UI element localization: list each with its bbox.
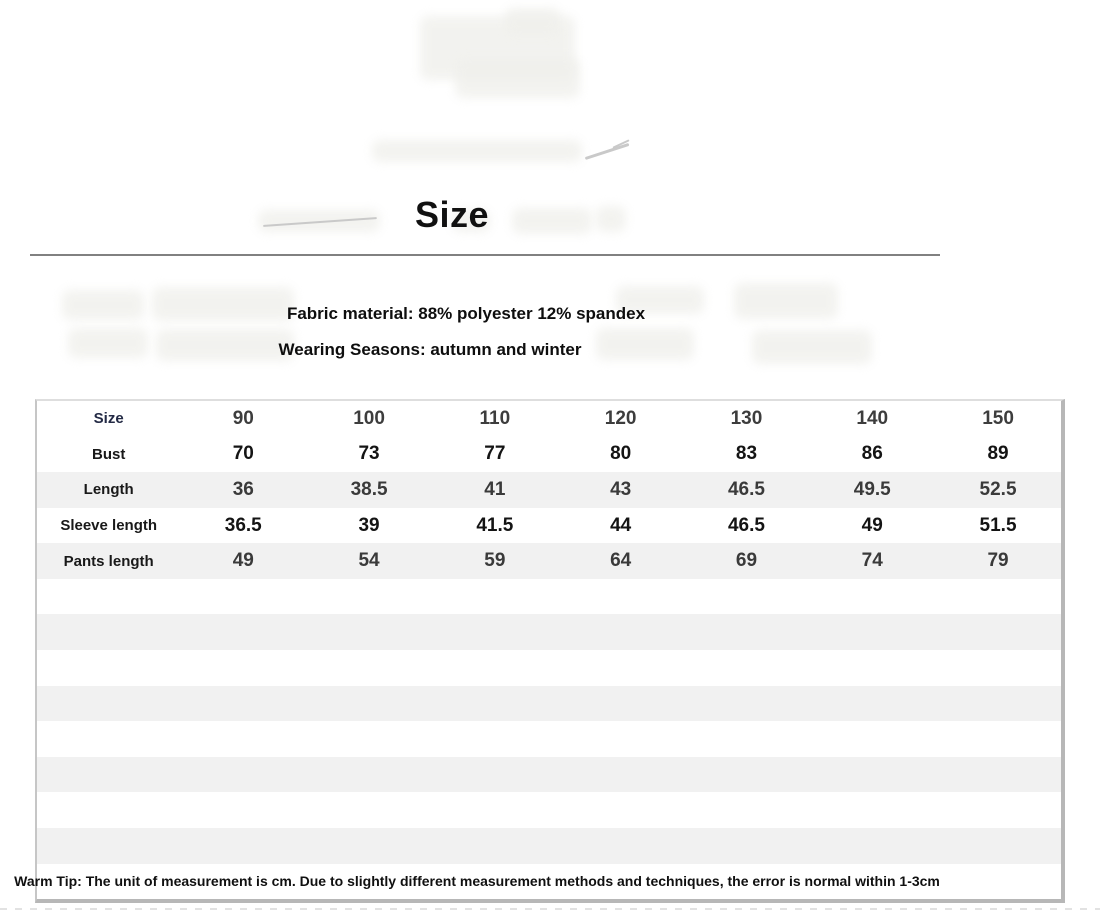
row-label: Size [93, 410, 124, 428]
ghost-watermark [455, 58, 580, 98]
row-label: Sleeve length [60, 517, 158, 535]
cell-value: 69 [735, 550, 758, 572]
cell-value: 64 [610, 550, 632, 572]
cell-value: 150 [982, 407, 1014, 429]
cell-value: 86 [861, 443, 883, 465]
cell-value: 74 [861, 550, 883, 572]
cell-value: 80 [610, 443, 632, 465]
size-table [14, 399, 1065, 903]
size-table-empty-row [37, 792, 1061, 828]
cell-value: 49.5 [853, 478, 891, 500]
cell-value: 59 [484, 550, 506, 572]
cell-value: 49 [232, 550, 254, 572]
cell-value: 46.5 [727, 514, 765, 536]
cell-value: 36.5 [224, 514, 262, 536]
size-table-empty-row [37, 828, 1061, 864]
cell-value: 54 [358, 550, 380, 572]
row-label: Pants length [63, 552, 154, 570]
warm-tip-text: Warm Tip: The unit of measurement is cm. Due to slightly different measurement methods and techniques, the error is normal within 1-3cm [14, 873, 940, 890]
cell-value: 90 [232, 407, 254, 429]
ghost-pen-stroke [585, 143, 630, 160]
cell-value: 120 [604, 407, 637, 429]
size-table-header-row [37, 401, 1061, 437]
cell-value: 36 [232, 478, 254, 500]
cell-value: 52.5 [979, 478, 1017, 500]
size-table-row [37, 437, 1061, 473]
bottom-dashed-rule [0, 908, 1100, 910]
cell-value: 51.5 [979, 514, 1017, 536]
cell-value: 140 [856, 407, 889, 429]
warm-tip-row [14, 864, 1061, 900]
title-divider-rule [30, 254, 940, 256]
cell-value: 70 [232, 443, 254, 465]
cell-value: 44 [610, 514, 632, 536]
wearing-seasons-text: Wearing Seasons: autumn and winter [278, 340, 582, 359]
cell-value: 89 [987, 443, 1009, 465]
cell-value: 100 [353, 407, 385, 429]
row-label: Bust [92, 445, 126, 463]
cell-value: 79 [987, 550, 1009, 572]
cell-value: 49 [861, 514, 883, 536]
cell-value: 77 [484, 443, 506, 465]
size-table-empty-row [37, 579, 1061, 615]
row-label: Length [83, 481, 134, 499]
size-table-empty-row [37, 686, 1061, 722]
cell-value: 46.5 [727, 478, 765, 500]
cell-value: 39 [358, 514, 380, 536]
size-table-empty-row [37, 614, 1061, 650]
cell-value: 110 [479, 407, 511, 429]
cell-value: 73 [358, 443, 380, 465]
page-title: Size [414, 194, 490, 235]
cell-value: 130 [730, 407, 763, 429]
cell-value: 38.5 [350, 478, 388, 500]
ghost-watermark [505, 8, 560, 36]
cell-value: 83 [735, 443, 758, 465]
fabric-material-text: Fabric material: 88% polyester 12% spandex [286, 304, 646, 323]
size-table-empty-row [37, 721, 1061, 757]
size-table-row [37, 543, 1061, 579]
cell-value: 41.5 [476, 514, 514, 536]
ghost-watermark [372, 140, 582, 162]
size-table-row [37, 508, 1061, 544]
size-table-empty-row [37, 757, 1061, 793]
size-table-row [37, 472, 1061, 508]
cell-value: 41 [484, 478, 506, 500]
cell-value: 43 [610, 478, 632, 500]
size-table-empty-row [37, 650, 1061, 686]
